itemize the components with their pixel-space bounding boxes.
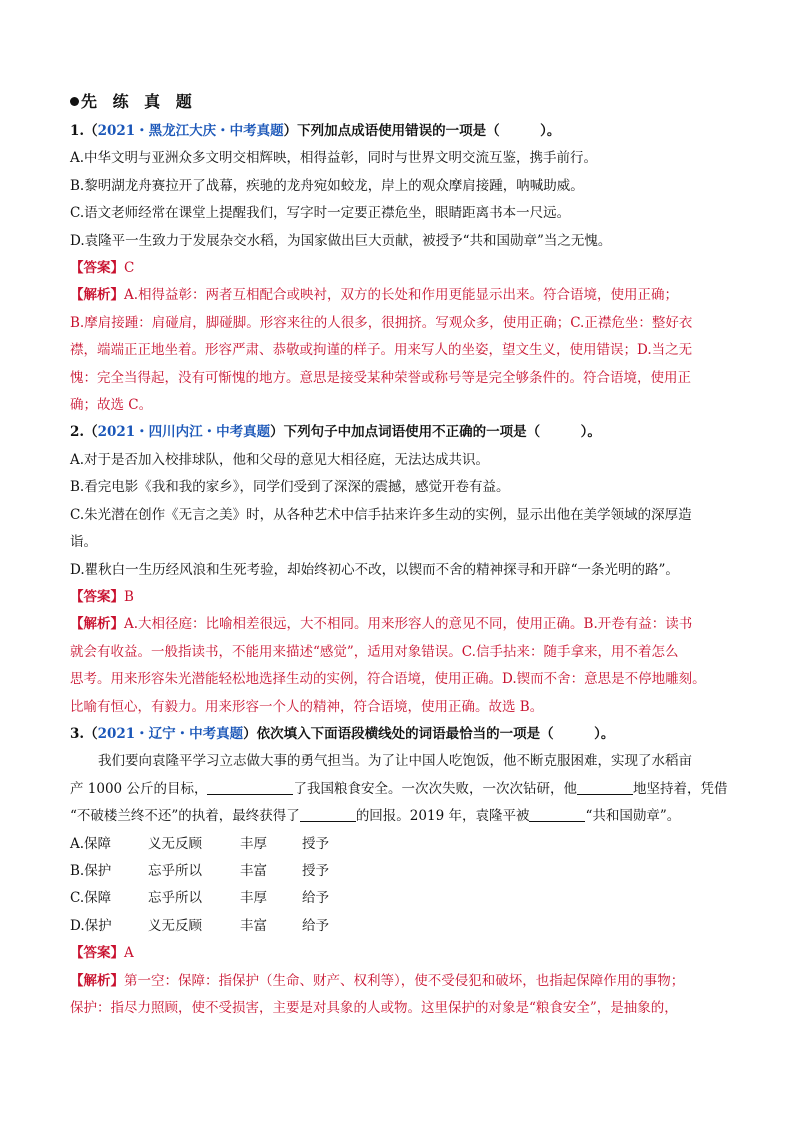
q3-prefix: 3.（: [70, 725, 98, 742]
question-2-stem: [70, 419, 730, 446]
q2-analysis-line: 就会有收益。一般指读书，不能用来描述“感觉”，适用对象错误。C.信手拈来：随手拿来，用不着怎么: [70, 643, 679, 660]
q3-analysis-line: 保护：指尽力照顾，使不受损害，主要是对具象的人或物。这里保护的对象是“粮食安全”，是抽象的，: [70, 1000, 678, 1016]
q1-analysis-line: B.摩肩接踵：肩碰肩，脚碰脚。形容来往的人很多，很拥挤。写观众多，使用正确；C.正襟危坐：整好衣: [70, 314, 693, 331]
q1-analysis-line: 确；故选 C。: [70, 397, 153, 414]
q1-analysis-text: A.相得益彰：两者互相配合或映衬，双方的长处和作用更能显示出来。符合语境，使用正确；: [124, 287, 679, 304]
fill-blank-1: [207, 780, 293, 795]
option-word-3: 丰富: [240, 862, 267, 879]
q1-option-a: A.中华文明与亚洲众多文明交相辉映，相得益彰，同时与世界文明交流互鉴，携手前行。: [70, 150, 598, 167]
q2-option-b: B.看完电影《我和我的家乡》，同学们受到了深深的震撼，感觉开卷有益。: [70, 479, 510, 496]
q3-analysis-label: 【解析】: [70, 972, 124, 989]
option-word-2: 义无反顾: [148, 835, 202, 852]
q3-option-a: [70, 831, 730, 858]
q3-passage-text: “共和国勋章”。: [585, 808, 681, 825]
q1-analysis-line: [70, 282, 730, 309]
q2-suffix: ）下列句子中加点词语使用不正确的一项是（ ）。: [270, 424, 601, 441]
q3-source: 2021・辽宁・中考真题: [97, 725, 244, 742]
option-word-3: 丰厚: [240, 890, 267, 907]
q3-suffix: ）依次填入下面语段横线处的词语最恰当的一项是（ ）。: [243, 725, 615, 742]
option-word-4: 授予: [302, 862, 329, 879]
q1-option-c: C.语文老师经常在课堂上提醒我们，写字时一定要正襟危坐，眼睛距离书本一尺远。: [70, 205, 571, 222]
q2-answer: [70, 584, 730, 611]
q3-passage-line-2: [70, 776, 730, 803]
q2-answer-label: 【答案】: [70, 588, 124, 605]
option-word-4: 授予: [302, 835, 329, 852]
section-title-text: 先 练 真 题: [81, 92, 197, 111]
question-3-stem: [70, 721, 730, 748]
q2-analysis-line: 思考。用来形容朱光潜能轻松地选择生动的实例，符合语境，使用正确。D.锲而不舍：意思是不停地雕刻。: [70, 671, 706, 688]
q2-option-a: A.对于是否加入校排球队，他和父母的意见大相径庭，无法达成共识。: [70, 451, 490, 468]
option-word-4: 给予: [302, 917, 329, 934]
option-word-2: 忘乎所以: [148, 890, 202, 907]
q2-option-d: D.瞿秋白一生历经风浪和生死考验，却始终初心不改，以锲而不舍的精神探寻和开辟“一条光明的路”。: [70, 561, 679, 578]
q3-passage-line-3: [70, 803, 730, 830]
option-word-2: 忘乎所以: [148, 862, 202, 879]
q3-passage-text: 了我国粮食安全。一次次失败，一次次钻研，他: [293, 780, 577, 797]
q1-answer-value: C: [124, 260, 135, 277]
q3-option-b: [70, 858, 730, 885]
q1-suffix: ）下列加点成语使用错误的一项是（ ）。: [283, 123, 561, 139]
q2-option-c: C.朱光潜在创作《无言之美》时，从各种艺术中信手拈来许多生动的实例，显示出他在美学领域的深厚造: [70, 506, 692, 523]
q3-option-d: [70, 913, 730, 940]
option-word-3: 丰富: [240, 917, 267, 934]
section-title: [70, 92, 730, 112]
q2-analysis-line: 比喻有恒心，有毅力。用来形容一个人的精神，符合语境，使用正确。故选 B。: [70, 698, 544, 715]
q3-analysis-line: [70, 968, 730, 995]
fill-blank-4: [529, 807, 585, 822]
q3-passage-text: 产 1000 公斤的目标，: [70, 780, 208, 797]
q3-answer-label: 【答案】: [70, 945, 124, 962]
q3-passage-line-1: 我们要向袁隆平学习立志做大事的勇气担当。为了让中国人吃饱饭，他不断克服困难，实现了水稻亩: [98, 753, 692, 770]
option-word-1: C.保障: [70, 890, 112, 907]
q2-analysis-text: A.大相径庭：比喻相差很远，大不相同。用来形容人的意见不同，使用正确。B.开卷有益：读书: [124, 616, 693, 633]
q1-option-d: D.袁隆平一生致力于发展杂交水稻，为国家做出巨大贡献，被授予“共和国勋章”当之无愧。: [70, 232, 612, 249]
q2-prefix: 2.（: [70, 424, 98, 441]
q1-answer-label: 【答案】: [70, 260, 124, 277]
q1-analysis-line: 愧：完全当得起，没有可惭愧的地方。意思是接受某种荣誉或称号等是完全够条件的。符合语境，使用正: [70, 369, 691, 386]
option-word-1: B.保护: [70, 862, 112, 879]
bullet-dot-icon: [70, 97, 79, 106]
q1-source: 2021・黑龙江大庆・中考真题: [97, 123, 284, 139]
q3-analysis-text: 第一空：保障：指保护（生命、财产、权利等），使不受侵犯和破坏，也指起保障作用的事物；: [124, 972, 685, 989]
question-1-stem: [70, 118, 730, 145]
option-word-4: 给予: [302, 890, 329, 907]
fill-blank-2: [577, 780, 633, 795]
q3-option-c: [70, 885, 730, 912]
fill-blank-3: [300, 807, 356, 822]
q2-option-c-cont: 诣。: [70, 534, 97, 551]
option-word-2: 义无反顾: [148, 917, 202, 934]
q3-passage-text: 的回报。2019 年，袁隆平被: [355, 808, 530, 825]
q2-analysis-label: 【解析】: [70, 616, 124, 633]
q1-analysis-line: 襟，端端正正地坐着。形容严肃、恭敬或拘谨的样子。用来写人的坐姿，望文生义，使用错误；D.当之无: [70, 342, 693, 359]
q3-answer: [70, 940, 730, 967]
q3-answer-value: A: [124, 945, 134, 962]
q1-prefix: 1.（: [70, 123, 98, 139]
q2-analysis-line: [70, 611, 730, 638]
option-word-1: D.保护: [70, 917, 112, 934]
q2-answer-value: B: [124, 588, 134, 605]
q3-passage-text: 地坚持着，凭借: [632, 780, 728, 797]
q3-passage-text: “不破楼兰终不还”的执着，最终获得了: [70, 808, 300, 825]
q2-source: 2021・四川内江・中考真题: [97, 424, 271, 441]
q1-analysis-label: 【解析】: [70, 287, 124, 304]
q1-answer: [70, 255, 730, 282]
option-word-3: 丰厚: [240, 835, 267, 852]
document-page: [70, 92, 730, 1022]
q1-option-b: B.黎明湖龙舟赛拉开了战幕，疾驰的龙舟宛如蛟龙，岸上的观众摩肩接踵，呐喊助威。: [70, 177, 584, 194]
option-word-1: A.保障: [70, 835, 112, 852]
